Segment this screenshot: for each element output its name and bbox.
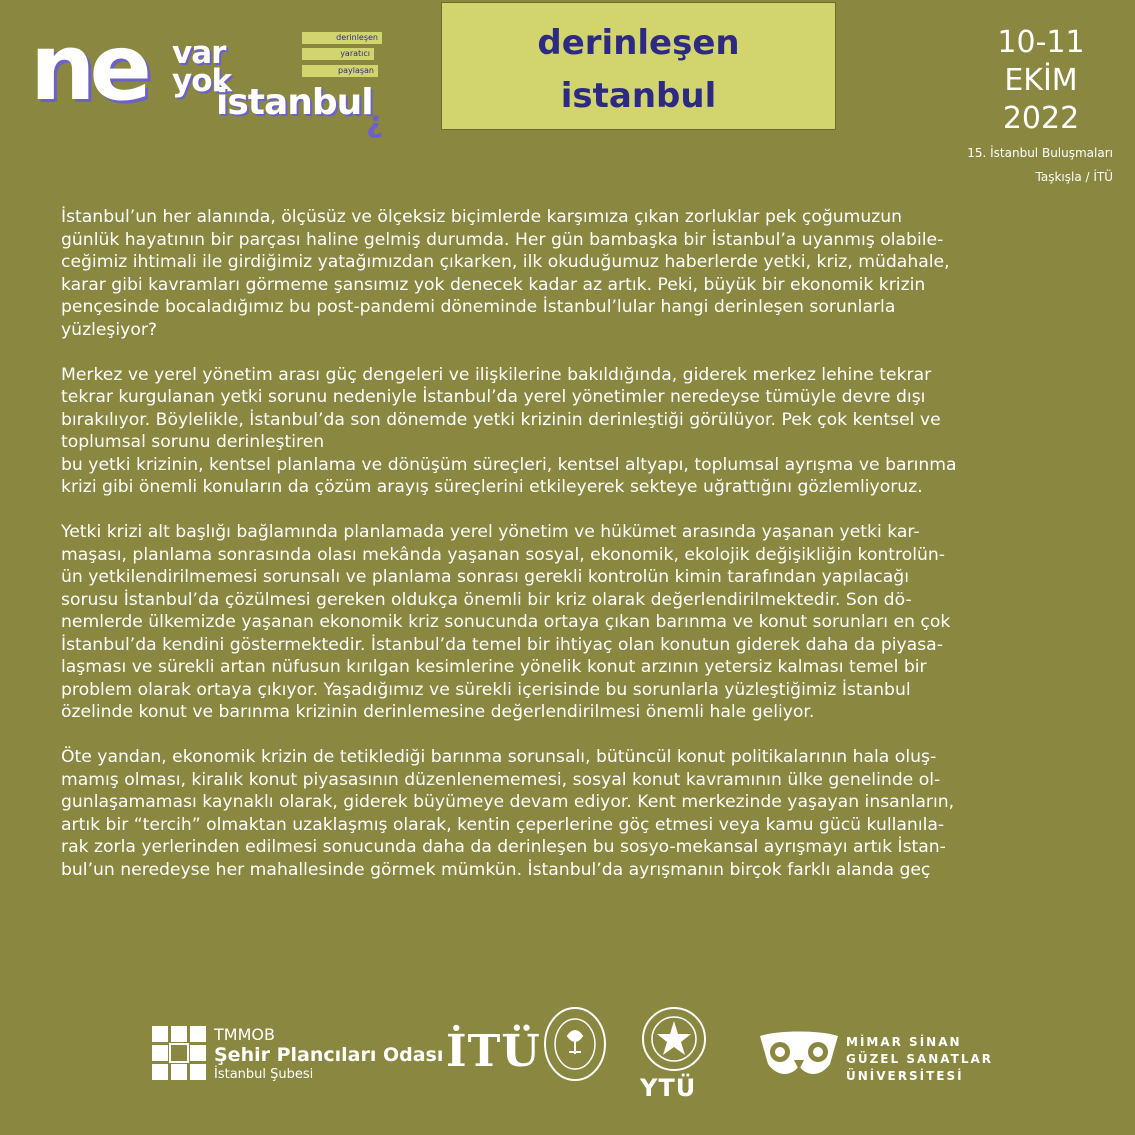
logo-question-mark: ¿ <box>366 105 384 140</box>
event-month: EKİM <box>1004 63 1078 98</box>
title-line-1: derinleşen <box>537 23 740 63</box>
paragraph-4: Öte yandan, ekonomik krizin de tetiklediği barınma sorunsalı, bütüncül konut politikalarının hala oluş- mamış olması, kiralık konut piyasasının düzenlenememesi, sosyal konut kavramının ülke genelinde ol- gunlaşamaması kaynaklı olarak, giderek büyümeye devam ediyor. Kent merkezinde yaşayan insanların, artık bir “tercih” olmaktan uzaklaşmış olarak, kentin çeperlerine göç etmesi veya kamu gücü kullanıla- rak zorla yerlerinden edilmesi sonucunda daha da derinleşen bu sosyo-mekansal ayrışmayı artık İstan- bul’un neredeyse her mahallesinde görmek mümkün. İstanbul’da ayrışmanın birçok farklı alanda geç <box>61 747 955 880</box>
msgsu-line-1: MİMAR SİNAN <box>846 1035 962 1049</box>
logo-var: var <box>172 35 226 71</box>
msgsu-logo <box>758 1030 994 1084</box>
event-days: 10-11 <box>997 25 1085 60</box>
event-year: 2022 <box>1002 101 1080 136</box>
event-date <box>991 24 1091 138</box>
ytu-logo: YTÜ <box>640 1074 697 1102</box>
logo-istanbul: istanbul <box>216 82 373 123</box>
paragraph-1: İstanbul’un her alanında, ölçüsüz ve ölçeksiz biçimlerde karşımıza çıkan zorluklar pek çoğumuzun günlük hayatının bir parçası haline gelmiş durumda. Her gün bambaşka bir İstanbul’a uyanmış olabile- ceğimiz ihtimali ile girdiğimiz yatağımızdan çıkarken, ilk okuduğumuz haberlerde yetki, kriz, müdahale, karar gibi kavramları görmeme şansımız yok denecek kadar az artık. Peki, büyük bir ekonomik krizin pençesinde bocaladığımız bu post-pandemi döneminde İstanbul’lular hangi derinleşen sorunlarla yüzleşiyor? <box>61 207 950 340</box>
msgsu-line-3: ÜNİVERSİTESİ <box>846 1069 964 1083</box>
logo-tag-paylasan: paylaşan <box>302 65 378 77</box>
itu-logo: İTÜ <box>446 1026 541 1077</box>
tmmob-grid-icon <box>152 1026 206 1080</box>
msgsu-owl-icon <box>758 1030 840 1080</box>
logo-tag-yaratici: yaratıcı <box>302 48 374 60</box>
body-text <box>61 206 1075 904</box>
nevaryok-istanbul-logo <box>0 0 400 150</box>
logo-yok: yok <box>172 63 232 99</box>
paragraph-2: Merkez ve yerel yönetim arası güç dengeleri ve ilişkilerine bakıldığında, giderek merkez lehine tekrar tekrar kurgulanan yetki sorunu nedeniyle İstanbul’da yerel yönetimler neredeyse tümüyle devre dışı bırakılıyor. Böylelikle, İstanbul’da son dönemde yetki krizinin derinleştiği görülüyor. Pek çok kentsel ve toplumsal sorunu derinleştiren bu yetki krizinin, kentsel planlama ve dönüşüm süreçleri, kentsel altyapı, toplumsal ayrışma ve barınma krizi gibi önemli konuların da çözüm arayış süreçlerini etkileyerek sekteye uğrattığını gözlemliyoruz. <box>61 364 957 497</box>
ytu-seal-icon <box>640 1004 708 1074</box>
tmmob-line-1: TMMOB <box>214 1025 275 1044</box>
logo-ne: ne <box>30 14 146 121</box>
title-box <box>441 2 836 130</box>
msgsu-name <box>846 1034 993 1085</box>
title-line-2: istanbul <box>560 76 717 116</box>
tmmob-line-2: Şehir Plancıları Odası <box>214 1044 444 1066</box>
msgsu-line-2: GÜZEL SANATLAR <box>846 1052 994 1066</box>
logo-tag-derinlesen: derinleşen <box>302 32 382 44</box>
event-name: 15. İstanbul Buluşmaları <box>967 146 1113 160</box>
event-venue: Taşkışla / İTÜ <box>1035 170 1113 184</box>
paragraph-3: Yetki krizi alt başlığı bağlamında planlamada yerel yönetim ve hükümet arasında yaşanan yetki kar- maşası, planlama sonrasında olası mekânda yaşanan sosyal, ekonomik, ekolojik değişikliğin kontrolün- ün yetkilendirilmemesi sorunsalı ve planlama sonrası gerekli kontrolün kimin tarafından yapılacağı sorusu İstanbul’da çözülmesi gereken oldukça önemli bir kriz olarak değerlendirilmektedir. Son dö- nemlerde ülkemizde yaşanan ekonomik kriz sonucunda ortaya çıkan barınma ve konut sorunları en çok İstanbul’da kendini göstermektedir. İstanbul’da temel bir ihtiyaç olan konutun giderek daha da piyasa- laşması ve sürekli artan nüfusun kırılgan kesimlerine yönelik konut arzının yetersiz kalması temel bir problem olarak ortaya çıkıyor. Yaşadığımız ve sürekli içerisinde bu sorunlarla yüzleştiğimiz İstanbul özelinde konut ve barınma krizinin derinlemesine değerlendirilmesi önemli hale geliyor. <box>61 522 951 722</box>
tmmob-line-3: İstanbul Şubesi <box>214 1067 314 1082</box>
itu-seal-icon <box>542 1004 608 1084</box>
sponsor-logos <box>0 1000 1135 1135</box>
